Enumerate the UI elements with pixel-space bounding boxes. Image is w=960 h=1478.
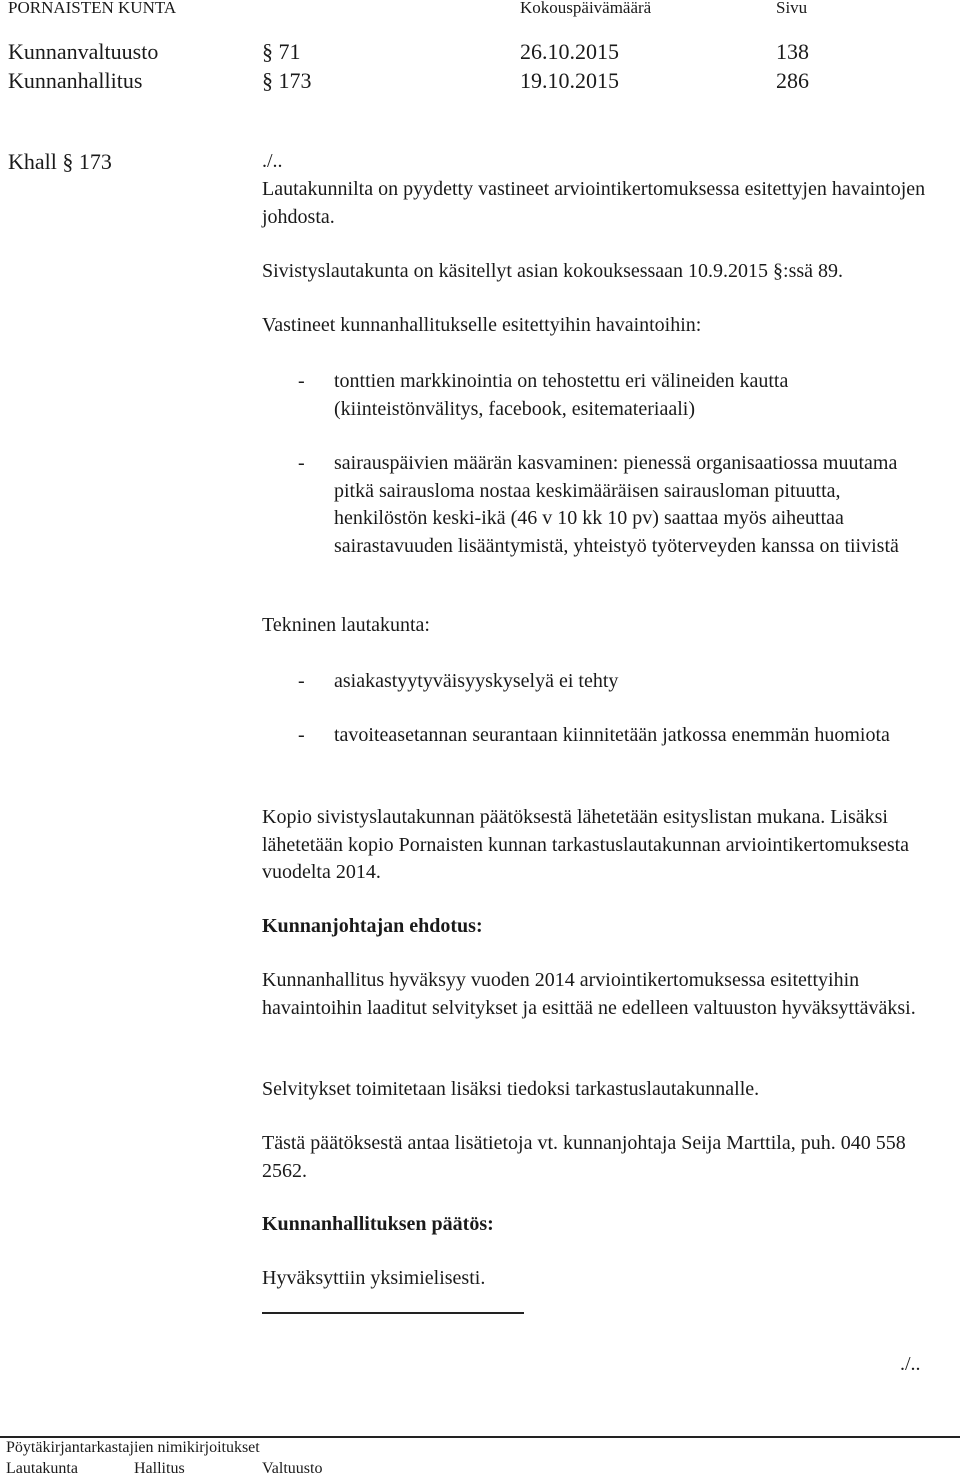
selvitykset-paragraph: Selvitykset toimitetaan lisäksi tiedoksi tarkastuslautakunnalle. xyxy=(262,1078,760,1100)
proposal-heading: Kunnanjohtajan ehdotus: xyxy=(262,915,483,937)
list-item-text: tavoiteasetannan seurantaan kiinnitetään jatkossa enemmän huomiota xyxy=(334,724,890,746)
list-item-text: tonttien markkinointia on tehostettu eri välineiden kautta (kiinteistönvälitys, facebook, esitemateriaali) xyxy=(334,370,789,420)
meta-date: 26.10.2015 xyxy=(520,39,619,64)
list-dash: - xyxy=(298,370,305,392)
info-paragraph: Tästä päätöksestä antaa lisätietoja vt. kunnanjohtaja Seija Marttila, puh. 040 558 2562. xyxy=(262,1132,906,1182)
sivistys-paragraph: Sivistyslautakunta on käsitellyt asian kokouksessaan 10.9.2015 §:ssä 89. xyxy=(262,260,844,282)
decision-text: Hyväksyttiin yksimielisesti. xyxy=(262,1267,486,1289)
meta-section: § 71 xyxy=(262,39,301,64)
continuation-mark: ./.. xyxy=(262,150,283,172)
footer-col-hallitus: Hallitus xyxy=(134,1460,185,1477)
org-name: PORNAISTEN KUNTA xyxy=(8,0,177,17)
footer-divider xyxy=(0,1436,960,1438)
meta-body: Kunnanhallitus xyxy=(8,68,143,93)
tekninen-heading: Tekninen lautakunta: xyxy=(262,614,430,636)
intro-paragraph: Lautakunnilta on pyydetty vastineet arviointikertomuksessa esitettyjen havaintojen johdosta. xyxy=(262,178,926,228)
footer-title: Pöytäkirjantarkastajien nimikirjoitukset xyxy=(6,1439,260,1456)
responses-intro: Vastineet kunnanhallitukselle esitettyihin havaintoihin: xyxy=(262,314,702,336)
section-reference: Khall § 173 xyxy=(8,149,112,174)
meta-body: Kunnanvaltuusto xyxy=(8,39,159,64)
meta-page: 286 xyxy=(776,68,809,93)
footer-col-lautakunta: Lautakunta xyxy=(6,1460,78,1477)
meta-page: 138 xyxy=(776,39,809,64)
date-column-label: Kokouspäivämäärä xyxy=(520,0,652,17)
kopio-paragraph: Kopio sivistyslautakunnan päätöksestä lähetetään esityslistan mukana. Lisäksi lähetetään kopio Pornaisten kunnan tarkastuslautakunnan arviointikertomuksesta vuodelta 2014. xyxy=(262,806,910,883)
list-dash: - xyxy=(298,724,305,746)
list-item-text: asiakastyytyväisyyskyselyä ei tehty xyxy=(334,670,619,692)
proposal-text: Kunnanhallitus hyväksyy vuoden 2014 arviointikertomuksessa esitettyihin havaintoihin laaditut selvitykset ja esittää ne edelleen valtuuston hyväksyttäväksi. xyxy=(262,969,916,1019)
list-dash: - xyxy=(298,452,305,474)
page-column-label: Sivu xyxy=(776,0,808,17)
decision-heading: Kunnanhallituksen päätös: xyxy=(262,1213,494,1235)
continuation-mark-bottom: ./.. xyxy=(900,1353,921,1375)
meta-section: § 173 xyxy=(262,68,312,93)
list-item-text: sairauspäivien määrän kasvaminen: pienessä organisaatiossa muutama pitkä sairausloma nostaa keskimääräisen sairausloman pituutta, henkilöstön keski-ikä (46 v 10 kk 10 pv) saattaa myös aiheuttaa sairastavuuden lisääntymistä, yhteistyö työterveyden kanssa on tiivistä xyxy=(334,452,899,557)
list-dash: - xyxy=(298,670,305,692)
footer-col-valtuusto: Valtuusto xyxy=(262,1460,323,1477)
meta-date: 19.10.2015 xyxy=(520,68,619,93)
signature-line xyxy=(262,1312,524,1314)
